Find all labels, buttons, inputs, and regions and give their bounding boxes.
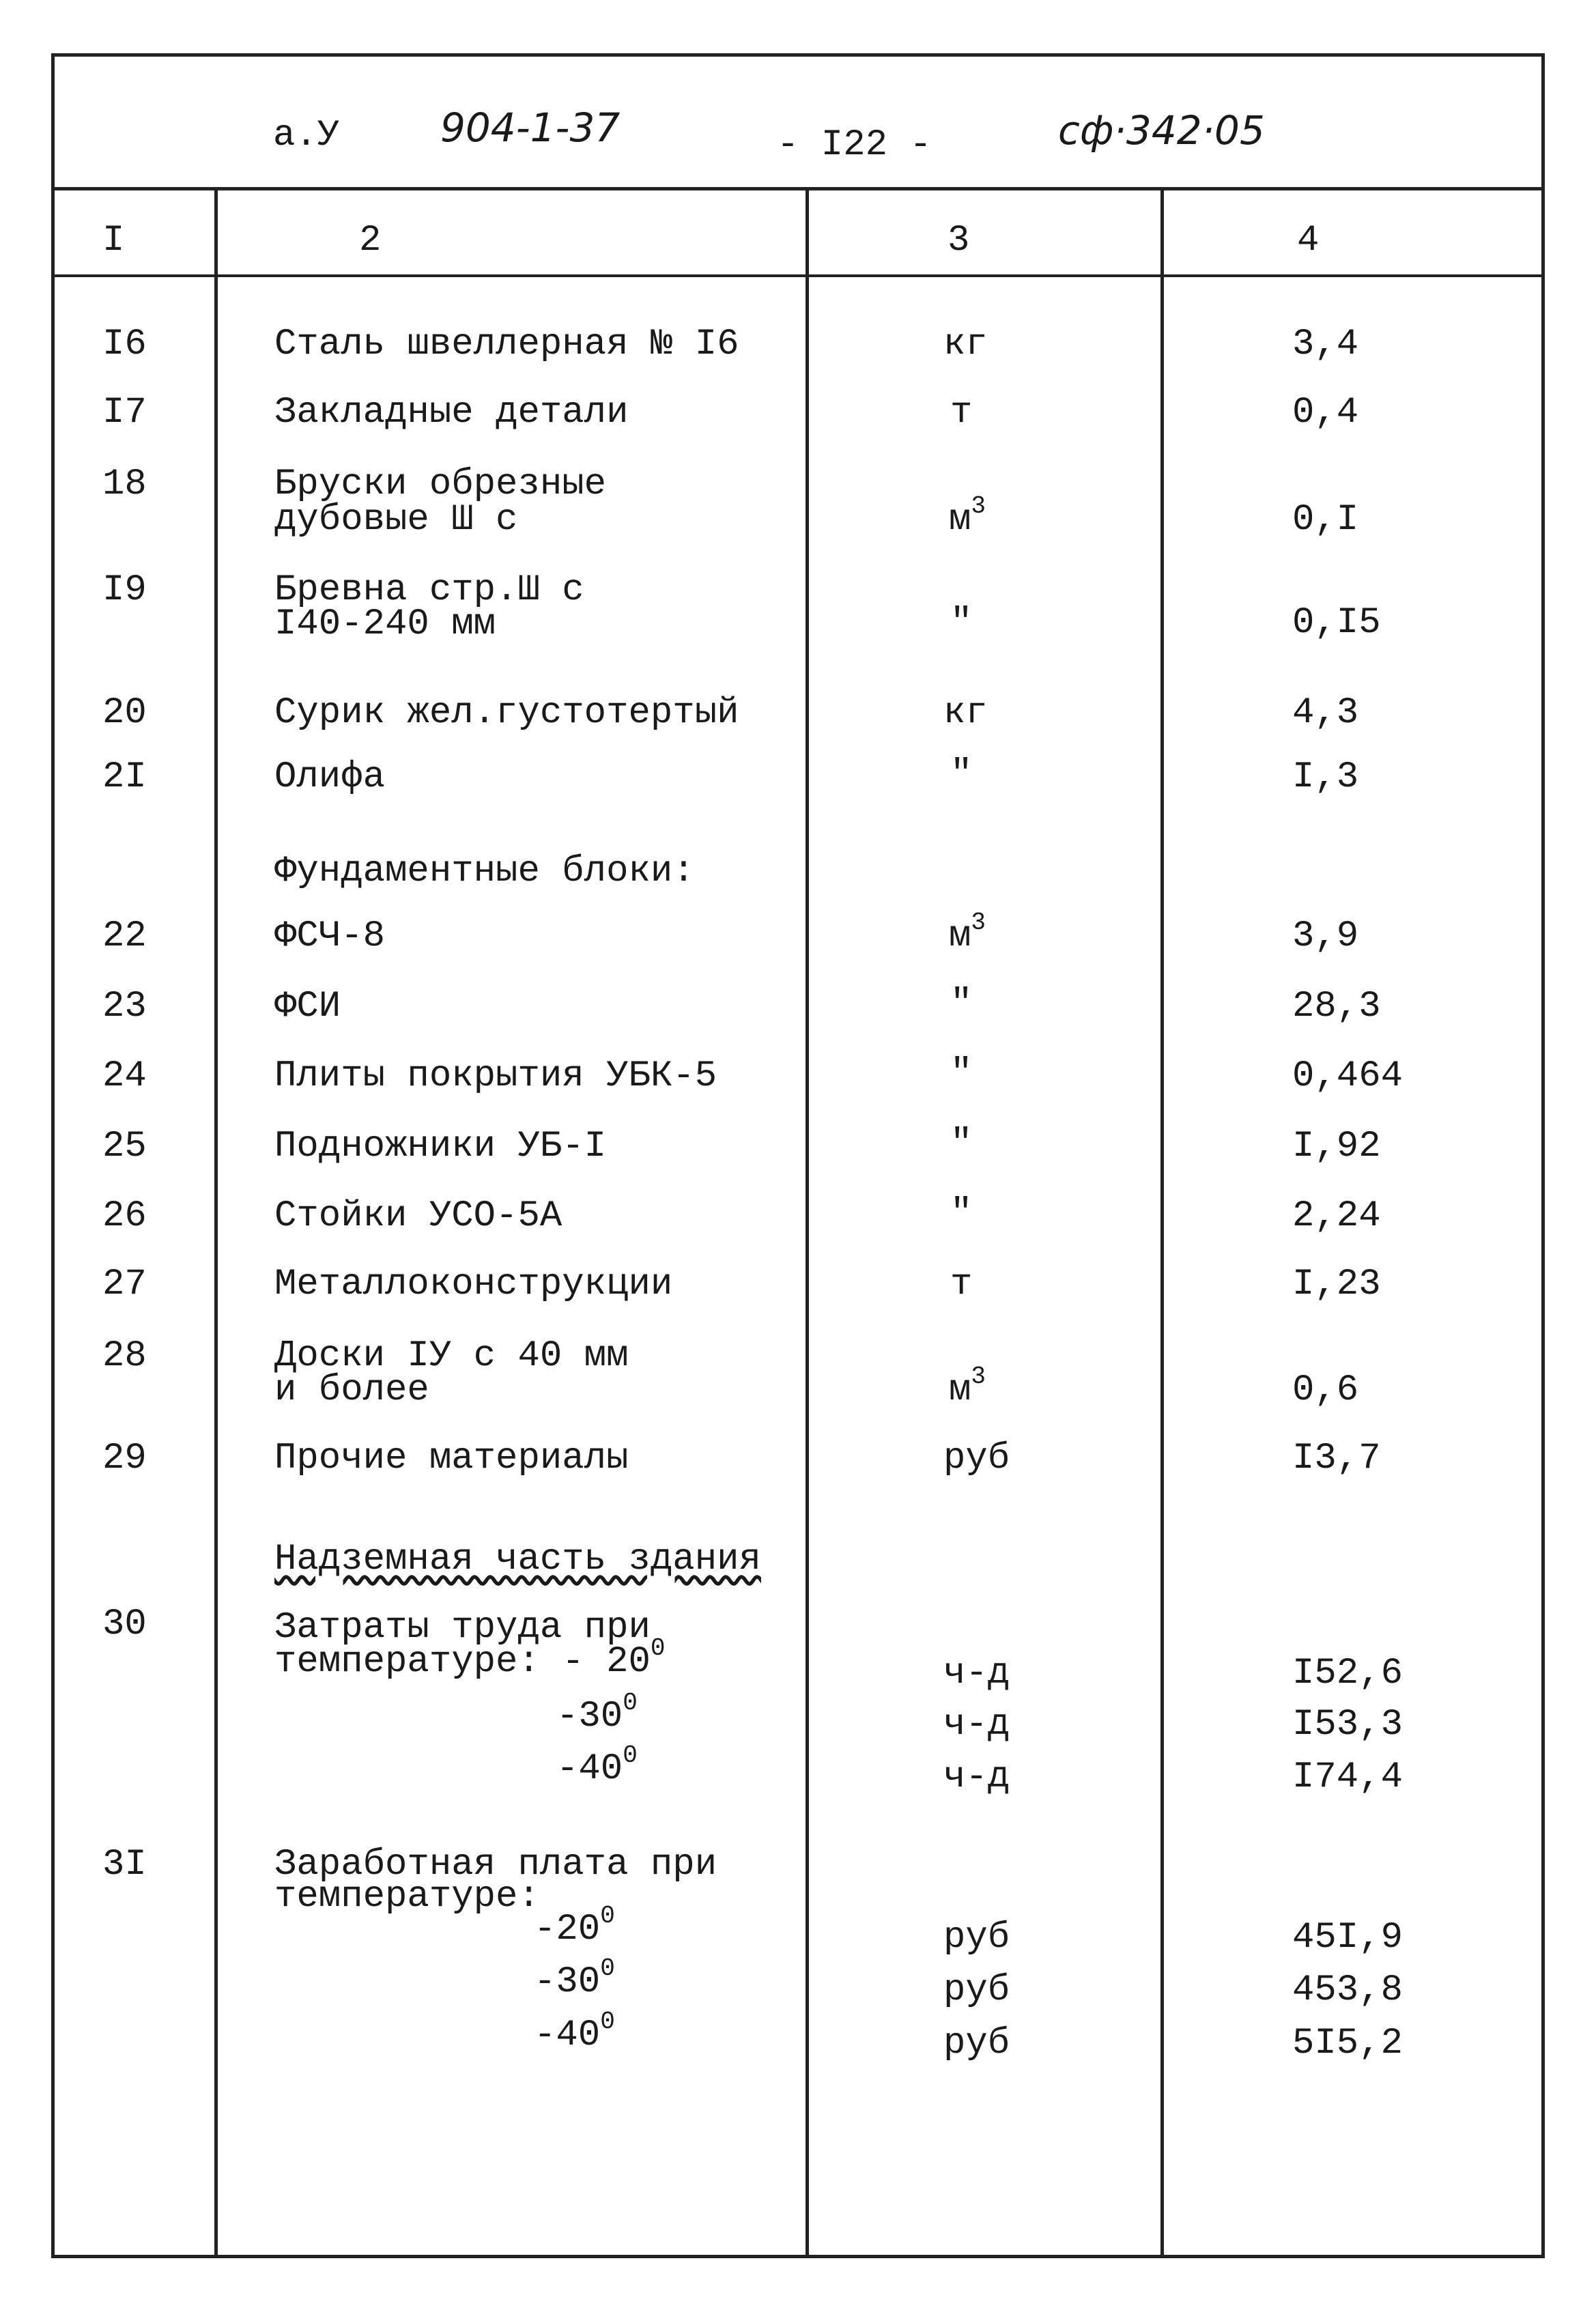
row-value: 453,8 [1292,1969,1403,2011]
row-unit: ч-д [943,1756,1010,1798]
header-divider [53,187,1543,190]
row-unit: $м^3$ [949,909,986,957]
temperature-label: $-40^0$ [556,1741,638,1790]
page-number: - I22 - [777,124,932,166]
row-value: 2,24 [1292,1195,1381,1237]
row-number: 25 [102,1126,147,1167]
column-divider-1 [214,187,218,2258]
row-name: температуре: [274,1876,540,1918]
row-number: 22 [102,915,147,957]
row-unit: руб [943,2023,1010,2064]
column-header-divider [53,274,1543,277]
row-name: и более [274,1369,429,1411]
row-name: I40-240 мм [274,603,496,645]
row-unit: ч-д [943,1704,1010,1746]
row-name: Металлоконструкции [274,1264,673,1305]
column-divider-2 [806,187,809,2258]
section-heading-underlined: Надземная часть здания [274,1539,761,1580]
row-name: Стойки УСО-5А [274,1195,562,1237]
row-value: I74,4 [1292,1756,1403,1798]
temperature-label: $-40^0$ [534,2008,615,2056]
row-number: 23 [102,986,147,1027]
row-name: ФСЧ-8 [274,915,386,957]
row-unit: кг [943,324,988,365]
row-name: Затраты труда при [274,1607,651,1649]
row-value: 3,9 [1292,915,1359,957]
row-number: I6 [102,324,147,365]
row-number: 27 [102,1264,147,1305]
row-unit: т [950,1264,973,1305]
row-number: 2I [102,756,147,798]
row-value: I3,7 [1292,1438,1381,1479]
row-unit: " [950,983,973,1025]
row-name: Подножники УБ-I [274,1126,607,1167]
row-unit: руб [943,1969,1010,2011]
column-header-3: 3 [947,220,970,261]
row-unit: т [950,392,973,433]
temperature-label: $-20^0$ [534,1902,615,1950]
row-number: 29 [102,1438,147,1479]
row-value: 0,464 [1292,1055,1403,1097]
row-unit: " [950,1053,973,1094]
row-unit: " [950,1193,973,1234]
row-value: I,3 [1292,756,1359,798]
column-header-2: 2 [359,220,382,261]
row-name: дубовые Ш с [274,499,518,541]
row-value: 0,I5 [1292,602,1381,644]
row-value: 5I5,2 [1292,2023,1403,2064]
row-number: 3I [102,1844,147,1885]
row-name: Сталь швеллерная № I6 [274,324,739,365]
row-value: 45I,9 [1292,1917,1403,1959]
row-unit: руб [943,1917,1010,1959]
row-unit: $м^3$ [949,1363,986,1411]
document-code: 904-1-37 [440,104,621,151]
row-name: Бревна стр.Ш с [274,569,584,611]
row-name: Плиты покрытия УБК-5 [274,1055,717,1097]
row-name: Бруски обрезные [274,464,607,505]
temperature-label: $-30^0$ [556,1689,638,1737]
row-name: Доски IУ с 40 мм [274,1335,629,1377]
row-unit: $м^3$ [949,492,986,541]
row-number: 30 [102,1604,147,1645]
row-number: I9 [102,569,147,611]
column-header-4: 4 [1297,220,1320,261]
section-heading: Фундаментные блоки: [274,851,695,892]
sheet-code: сф·342·05 [1058,107,1265,154]
row-unit: " [950,754,973,795]
row-name: Закладные детали [274,392,629,433]
row-value: 28,3 [1292,986,1381,1027]
column-divider-3 [1160,187,1164,2258]
row-unit: " [950,1123,973,1165]
row-value: I53,3 [1292,1704,1403,1746]
row-value: I,92 [1292,1126,1381,1167]
row-value: 0,4 [1292,392,1359,433]
row-name: Сурик жел.густотертый [274,692,739,734]
row-name: ФСИ [274,986,341,1027]
row-number: 28 [102,1335,147,1377]
row-value: 0,6 [1292,1369,1359,1411]
row-value: I,23 [1292,1264,1381,1305]
row-number: 24 [102,1055,147,1097]
row-unit: кг [943,692,988,734]
row-name: Олифа [274,756,386,798]
row-value: 4,3 [1292,692,1359,734]
row-unit: ч-д [943,1653,1010,1694]
row-number: 20 [102,692,147,734]
row-number: 26 [102,1195,147,1237]
row-unit: руб [943,1438,1010,1479]
row-name: Заработная плата при [274,1844,717,1885]
temperature-label: $-30^0$ [534,1954,615,2003]
row-value: 3,4 [1292,324,1359,365]
row-value: 0,I [1292,499,1359,541]
header-prefix: а.У [273,115,340,156]
row-name: Прочие материалы [274,1438,629,1479]
row-number: I7 [102,392,147,433]
row-name: температуре: - $20^0$ [274,1634,666,1683]
column-header-1: I [102,220,125,261]
row-value: I52,6 [1292,1653,1403,1694]
row-unit: " [950,602,973,644]
row-number: 18 [102,464,147,505]
